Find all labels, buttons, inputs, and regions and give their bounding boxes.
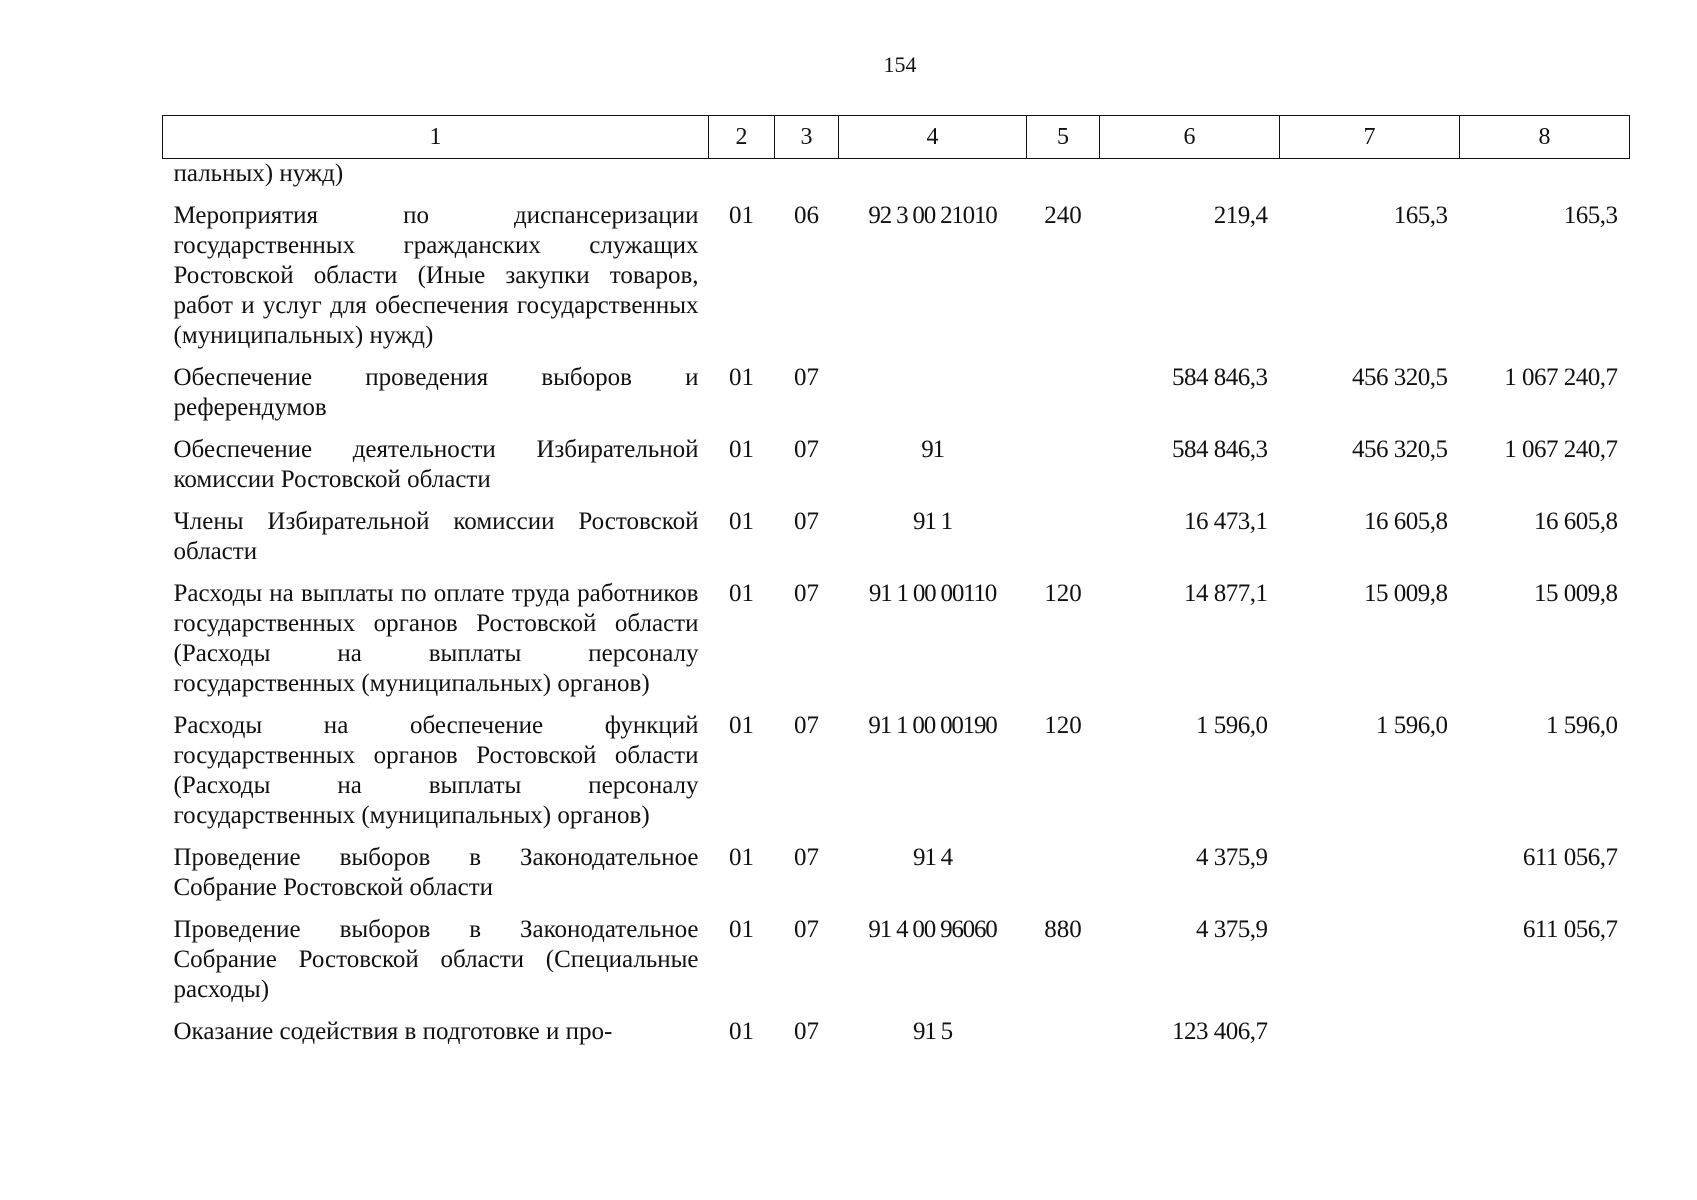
- row-name: Проведение выборов в Законодательное Собрание Ростовской области (Специальные расходы): [173, 916, 699, 1003]
- row-value-3: 16 605,8: [1534, 508, 1618, 535]
- row-subsection: 06: [794, 202, 819, 229]
- table-row: [163, 351, 1630, 423]
- row-value-2: [1280, 1005, 1460, 1047]
- row-name: Мероприятия по диспансеризации государственных гражданских служащих Ростовской области (Иные закупки товаров, работ и услуг для обеспечения государственных (муниципальных) нужд): [173, 202, 699, 349]
- row-subsection: 07: [794, 712, 819, 739]
- row-value-3: 1 067 240,7: [1504, 436, 1618, 463]
- table-header: [163, 116, 1630, 159]
- row-value-2: [1280, 831, 1460, 903]
- row-section: 01: [729, 364, 754, 391]
- row-expense-type: [1027, 423, 1100, 495]
- row-section: 01: [729, 508, 754, 535]
- page-number: 154: [883, 52, 917, 77]
- row-expense-type: 120: [1044, 580, 1082, 607]
- header-cell: 8: [1460, 116, 1630, 159]
- row-subsection: 07: [794, 580, 819, 607]
- row-expense-type: [1027, 1005, 1100, 1047]
- row-target-code: 92 3 00 21010: [868, 202, 997, 229]
- row-expense-type: [1027, 159, 1100, 190]
- table-row: [163, 567, 1630, 699]
- header-cell: 5: [1027, 116, 1100, 159]
- header-cell: 1: [163, 116, 709, 159]
- row-value-1: 584 846,3: [1172, 436, 1268, 463]
- row-value-2: 1 596,0: [1376, 712, 1448, 739]
- row-subsection: [775, 159, 839, 190]
- row-expense-type: 120: [1044, 712, 1082, 739]
- row-value-1: 4 375,9: [1196, 844, 1268, 871]
- row-section: 01: [729, 436, 754, 463]
- table-body: [163, 159, 1630, 1048]
- row-name: Расходы на выплаты по оплате труда работников государственных органов Ростовской области (Расходы на выплаты персоналу государственных (муниципальных) органов): [173, 580, 699, 697]
- table-row: [163, 699, 1630, 831]
- row-value-1: 219,4: [1213, 202, 1268, 229]
- row-expense-type: [1027, 831, 1100, 903]
- row-value-1: 123 406,7: [1172, 1018, 1268, 1045]
- row-section: 01: [729, 580, 754, 607]
- row-name: Проведение выборов в Законодательное Собрание Ростовской области: [173, 844, 699, 901]
- row-name: Обеспечение деятельности Избирательной комиссии Ростовской области: [173, 436, 699, 493]
- row-value-2: 15 009,8: [1364, 580, 1448, 607]
- row-expense-type: 240: [1044, 202, 1082, 229]
- row-target-code: 91 1 00 00110: [868, 580, 997, 607]
- row-name: пальных) нужд): [173, 160, 344, 187]
- row-value-2: 456 320,5: [1352, 436, 1448, 463]
- row-name: Члены Избирательной комиссии Ростовской области: [173, 508, 699, 565]
- row-value-2: 456 320,5: [1352, 364, 1448, 391]
- row-target-code: 91 1: [913, 508, 952, 535]
- row-target-code: 91 5: [913, 1018, 952, 1045]
- row-expense-type: 880: [1044, 916, 1082, 943]
- row-section: [709, 159, 775, 190]
- header-cell: 7: [1280, 116, 1460, 159]
- row-subsection: 07: [794, 1018, 819, 1045]
- row-value-2: 16 605,8: [1364, 508, 1448, 535]
- row-value-1: 4 375,9: [1196, 916, 1268, 943]
- table-row: [163, 903, 1630, 1005]
- row-section: 01: [729, 916, 754, 943]
- row-target-code: [839, 159, 1027, 190]
- row-value-3: [1460, 1005, 1630, 1047]
- row-value-3: 1 596,0: [1546, 712, 1618, 739]
- row-name: Расходы на обеспечение функций государственных органов Ростовской области (Расходы на выплаты персоналу государственных (муниципальных) органов): [173, 712, 699, 829]
- table-row: [163, 423, 1630, 495]
- row-target-code: 91 4 00 96060: [868, 916, 997, 943]
- row-expense-type: [1027, 495, 1100, 567]
- table-row: [163, 189, 1630, 351]
- budget-table: [162, 115, 1630, 1047]
- row-subsection: 07: [794, 436, 819, 463]
- table-row: [163, 495, 1630, 567]
- row-target-code: [839, 351, 1027, 423]
- row-name: Оказание содействия в подготовке и про-: [173, 1018, 613, 1045]
- row-section: 01: [729, 844, 754, 871]
- row-target-code: 91 1 00 00190: [868, 712, 997, 739]
- row-target-code: 91 4: [913, 844, 952, 871]
- row-expense-type: [1027, 351, 1100, 423]
- row-value-2: [1280, 903, 1460, 1005]
- row-subsection: 07: [794, 508, 819, 535]
- row-value-2: 165,3: [1393, 202, 1448, 229]
- header-cell: 4: [839, 116, 1027, 159]
- row-value-1: 14 877,1: [1184, 580, 1268, 607]
- row-value-1: [1100, 159, 1280, 190]
- header-cell: 3: [775, 116, 839, 159]
- row-value-2: [1280, 159, 1460, 190]
- row-value-3: 15 009,8: [1534, 580, 1618, 607]
- row-value-3: 611 056,7: [1522, 916, 1618, 943]
- table-row: [163, 831, 1630, 903]
- row-value-1: 16 473,1: [1184, 508, 1268, 535]
- table-row: [163, 1005, 1630, 1047]
- row-subsection: 07: [794, 364, 819, 391]
- row-subsection: 07: [794, 916, 819, 943]
- header-cell: 6: [1100, 116, 1280, 159]
- row-subsection: 07: [794, 844, 819, 871]
- header-row: [163, 116, 1630, 159]
- row-value-3: [1460, 159, 1630, 190]
- row-value-3: 1 067 240,7: [1504, 364, 1618, 391]
- row-value-3: 165,3: [1563, 202, 1618, 229]
- row-name: Обеспечение проведения выборов и референдумов: [173, 364, 699, 421]
- row-value-1: 1 596,0: [1196, 712, 1268, 739]
- header-cell: 2: [709, 116, 775, 159]
- row-section: 01: [729, 1018, 754, 1045]
- table-row: [163, 159, 1630, 190]
- row-value-1: 584 846,3: [1172, 364, 1268, 391]
- row-section: 01: [729, 712, 754, 739]
- row-target-code: 91: [921, 436, 944, 463]
- row-section: 01: [729, 202, 754, 229]
- row-value-3: 611 056,7: [1522, 844, 1618, 871]
